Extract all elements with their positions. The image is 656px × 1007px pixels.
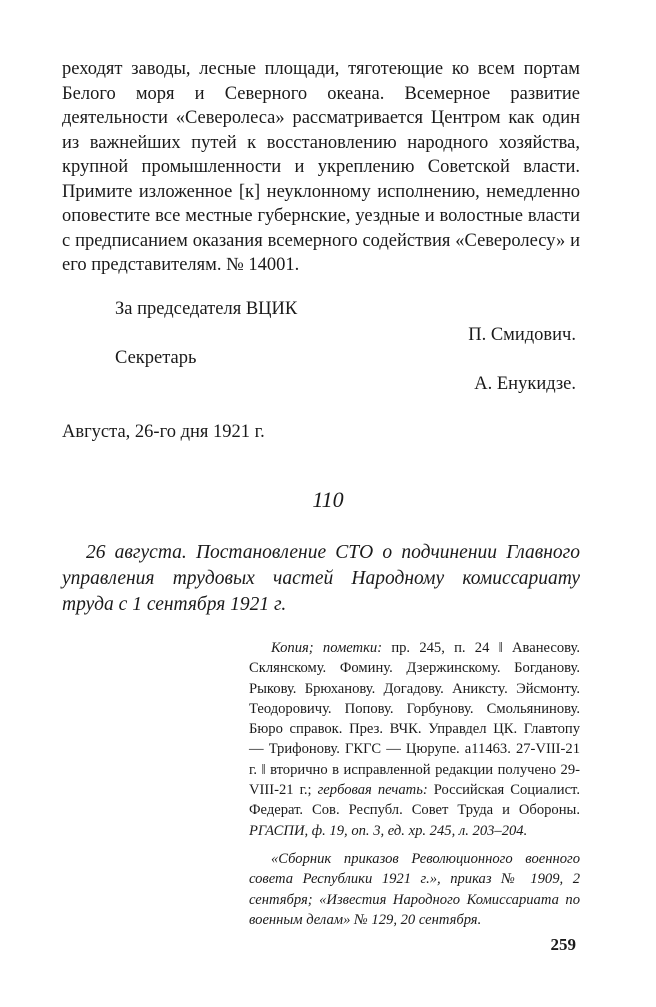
body-paragraph: реходят заводы, лесные площади, тяготеющие ко всем портам Белого моря и Северного океана. Всемерное развитие деятельности «Северолеса» рассматривается Центром как один из важнейших путей к восстановлению народного хозяйства, крупной промышленности и укреплению Советской власти. Примите изложенное [к] неуклонному исполнению, немедленно оповестите все местные губернские, уездные и волостные власти с предписанием оказания всемерного содействия «Северолесу» и его представителям. № 14001. <box>62 59 580 275</box>
note-label-seal: гербовая печать: <box>317 782 428 799</box>
document-title-text: 26 августа. Постановление СТО о подчинении Главного управления трудовых частей Народному комиссариату труда с 1 сентября 1921 г. <box>62 542 580 615</box>
secretary-name: А. Енукидзе. <box>474 374 576 394</box>
chairman-title: За председателя ВЦИК <box>115 299 298 319</box>
note-seal-text: Российская Социалист. Федерат. Сов. Республ. Совет Труда и Обороны. <box>249 782 580 819</box>
note-label: Копия; пометки: <box>271 640 383 656</box>
body-text <box>62 57 580 278</box>
archival-note <box>249 638 580 841</box>
document-number: 110 <box>312 487 344 512</box>
secretary-title: Секретарь <box>115 348 197 368</box>
note-text: пр. 245, п. 24 ‖ Аванесову. Склянскому. Фомину. Дзержинскому. Богданову. Рыкову. Брюханову. Догадову. Аникстy. Эйсмонту. Теодоровичу. Попову. Горбунову. Смольянинову. Бюро справок. През. ВЧК. Управдел ЦК. Главтопу — Трифонову. ГКГС — Цюрупе. а11463. 27-VIII-21 г. ‖ вторично в исправленной редакции получено 29-VIII-21 г.; <box>249 640 580 799</box>
page-number: 259 <box>550 935 576 954</box>
publication-note <box>249 849 580 930</box>
publication-note-text: «Сборник приказов Революционного военного совета Республики 1921 г.», приказ № 1909, 2 сентября; «Известия Народного Комиссариата по военным делам» № 129, 20 сентября. <box>249 851 580 928</box>
archival-note-paragraph <box>249 638 580 841</box>
document-title <box>62 540 580 618</box>
archive-reference: РГАСПИ, ф. 19, оп. 3, ед. хр. 245, л. 203–204. <box>249 822 528 839</box>
chairman-name: П. Смидович. <box>468 325 576 345</box>
date-line: Августа, 26-го дня 1921 г. <box>62 422 265 442</box>
